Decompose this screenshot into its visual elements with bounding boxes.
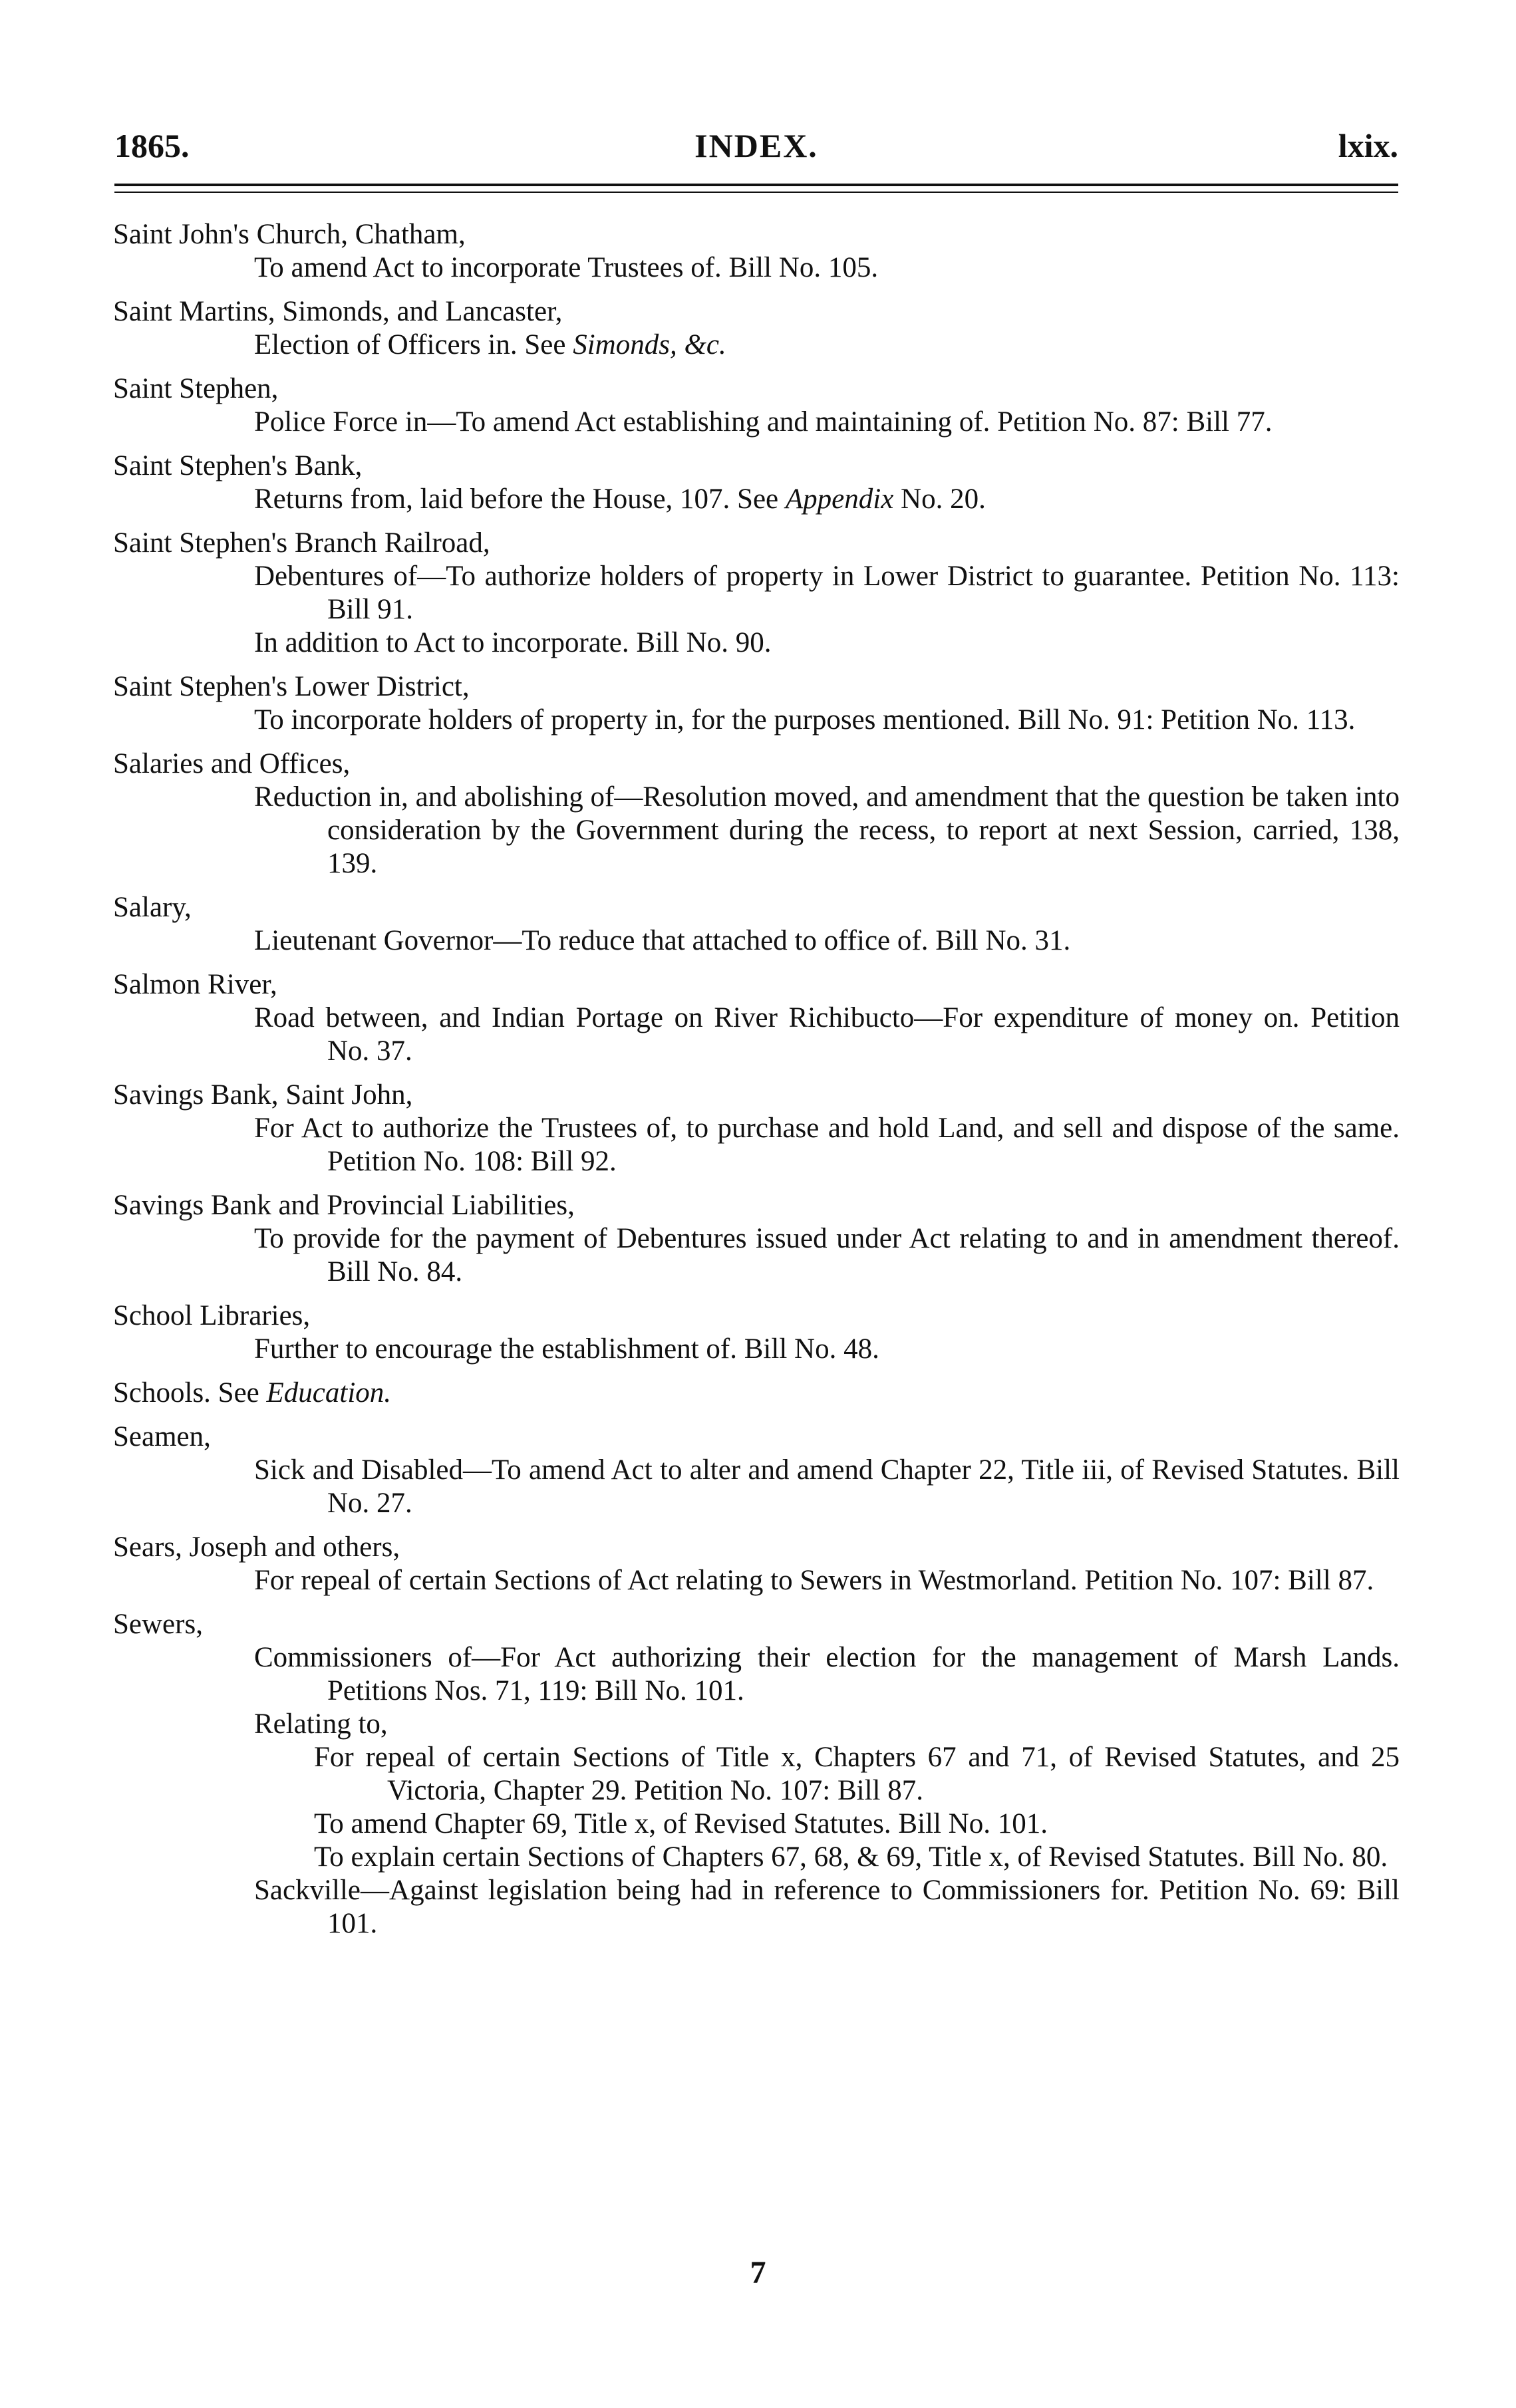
entry-heading: Saint Stephen's Lower District, [113,671,470,702]
header-rule-thin [114,192,1398,193]
index-entry [113,968,1400,1068]
entry-subentry: Lieutenant Governor—To reduce that attached to office of. Bill No. 31. [254,925,1071,956]
entry-heading: Saint Stephen, [113,373,279,404]
header-rule [114,184,1398,186]
index-entry [113,1079,1400,1178]
entry-heading: Sears, Joseph and others, [113,1532,400,1563]
entry-subentry: In addition to Act to incorporate. Bill No. 90. [254,627,772,658]
entry-heading: Saint John's Church, Chatham, [113,219,466,250]
entry-heading: Sewers, [113,1609,203,1640]
entry-subentry [254,329,1400,362]
subentry-text: No. 20. [893,483,986,515]
entry-subentry: To amend Act to incorporate Trustees of. Bill No. 105. [254,252,879,283]
index-entry [113,1377,1400,1410]
entry-subentry: Road between, and Indian Portage on River Richibucto—For expenditure of money on. Petition No. 37. [254,1002,1400,1067]
entry-subentry [254,483,1400,516]
entry-heading: Salary, [113,892,192,923]
entry-subentry: Further to encourage the establishment of. Bill No. 48. [254,1333,879,1365]
entry-subentry: Police Force in—To amend Act establishing and maintaining of. Petition No. 87: Bill 77. [254,406,1273,438]
entry-heading [113,1377,1400,1410]
cross-reference: Simonds, &c. [573,329,726,360]
entry-subsubentry: To amend Chapter 69, Title x, of Revised Statutes. Bill No. 101. [314,1808,1048,1839]
entry-heading: Saint Martins, Simonds, and Lancaster, [113,296,563,327]
header-year: 1865. [114,127,190,164]
entry-subentry: Relating to, [254,1708,388,1740]
index-entry [113,1189,1400,1289]
cross-reference: Education. [266,1377,392,1408]
index-entry [113,527,1400,660]
entry-heading: Salmon River, [113,969,277,1000]
index-entry [113,1420,1400,1520]
header-title: INDEX. [694,127,818,164]
entry-subentry: To incorporate holders of property in, for the purposes mentioned. Bill No. 91: Petition No. 113. [254,704,1356,736]
heading-text: Schools. See [113,1377,267,1408]
index-entries [113,218,1400,1951]
index-entry [113,1299,1400,1366]
entry-subentry: Sick and Disabled—To amend Act to alter and amend Chapter 22, Title iii, of Revised Statutes. Bill No. 27. [254,1454,1400,1519]
subentry-text: Election of Officers in. See [254,329,573,360]
cross-reference: Appendix [785,483,894,515]
entry-subentry: To provide for the payment of Debentures issued under Act relating to and in amendment thereof. Bill No. 84. [254,1223,1400,1287]
index-entry [113,1608,1400,1940]
index-entry [113,1531,1400,1597]
index-entry [113,372,1400,439]
subentry-text: Returns from, laid before the House, 107. See [254,483,786,515]
index-entry [113,891,1400,958]
entry-heading: Seamen, [113,1421,211,1452]
entry-heading: Saint Stephen's Bank, [113,450,363,481]
entry-subsubentry: To explain certain Sections of Chapters 67, 68, & 69, Title x, of Revised Statutes. Bill No. 80. [314,1841,1388,1873]
entry-heading: Savings Bank, Saint John, [113,1079,413,1111]
entry-heading: Savings Bank and Provincial Liabilities, [113,1190,575,1221]
entry-subentry: Debentures of—To authorize holders of property in Lower District to guarantee. Petition No. 113: Bill 91. [254,561,1400,625]
page-header [114,126,1398,180]
index-entry [113,450,1400,516]
entry-subentry: Reduction in, and abolishing of—Resolution moved, and amendment that the question be taken into consideration by the Government during the recess, to report at next Session, carried, 138, 139. [254,781,1400,879]
header-page-number: lxix. [1338,127,1398,164]
entry-heading: Salaries and Offices, [113,748,351,779]
index-entry [113,295,1400,362]
index-entry [113,747,1400,880]
entry-subentry: For Act to authorize the Trustees of, to purchase and hold Land, and sell and dispose of the same. Petition No. 108: Bill 92. [254,1113,1400,1177]
index-entry [113,218,1400,285]
entry-heading: School Libraries, [113,1300,311,1331]
index-entry [113,670,1400,737]
entry-subentry: Sackville—Against legislation being had in reference to Commissioners for. Petition No. 69: Bill 101. [254,1875,1400,1939]
page-folio: 7 [750,2255,766,2290]
entry-heading: Saint Stephen's Branch Railroad, [113,527,490,559]
entry-subentry: Commissioners of—For Act authorizing their election for the management of Marsh Lands. Petitions Nos. 71, 119: Bill No. 101. [254,1642,1400,1706]
entry-subsubentry: For repeal of certain Sections of Title x, Chapters 67 and 71, of Revised Statutes, and 25 Victoria, Chapter 29. Petition No. 107: Bill 87. [314,1742,1400,1806]
entry-subentry: For repeal of certain Sections of Act relating to Sewers in Westmorland. Petition No. 107: Bill 87. [254,1565,1374,1596]
